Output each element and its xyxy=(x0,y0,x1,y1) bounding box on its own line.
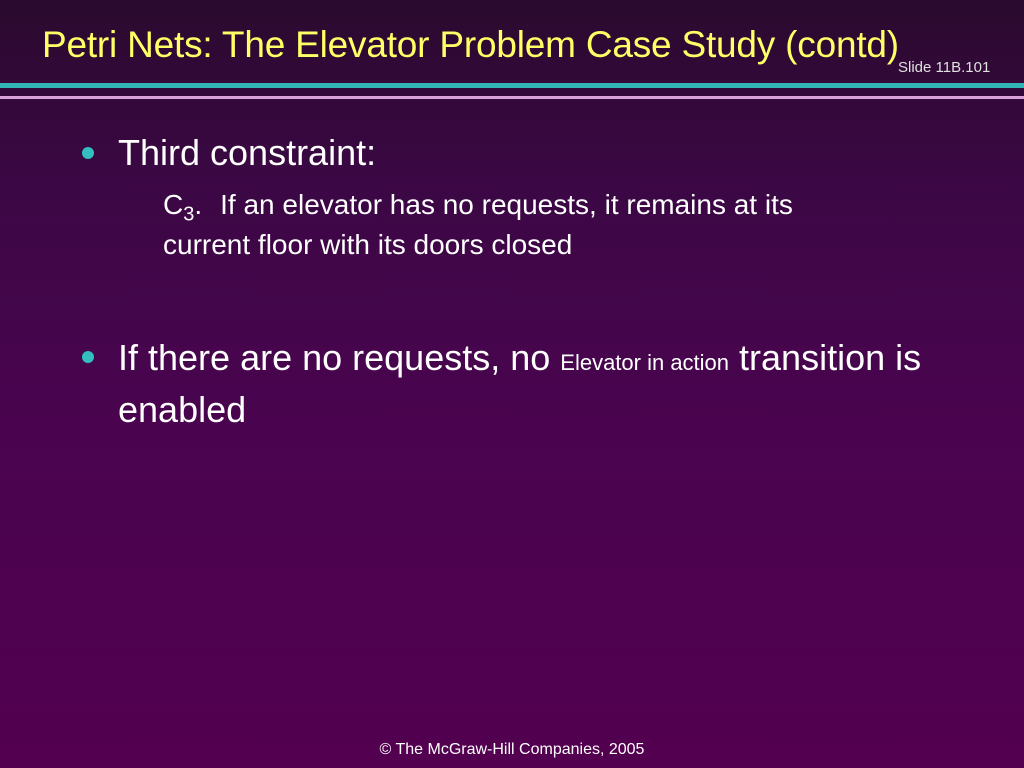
bullet2-text-before: If there are no requests, no xyxy=(118,337,561,378)
title-divider-teal xyxy=(0,83,1024,88)
title-divider-pink xyxy=(0,96,1024,99)
transition-name: Elevator in action xyxy=(560,350,730,375)
constraint-c3 xyxy=(163,185,963,265)
slide-number: Slide 11B.101 xyxy=(898,59,991,76)
bullet-text-third-constraint: Third constraint: xyxy=(118,132,377,173)
constraint-label: C xyxy=(163,189,184,220)
bullet2-text-after: transition is enabled xyxy=(118,337,922,430)
constraint-index: 3 xyxy=(183,203,195,226)
bullet-text-no-requests xyxy=(118,334,1008,433)
constraint-text-line2: current floor with its doors closed xyxy=(163,229,573,260)
bullet-icon xyxy=(82,351,94,363)
footer-copyright: © The McGraw-Hill Companies, 2005 xyxy=(379,741,645,758)
constraint-separator: . xyxy=(194,189,203,220)
constraint-text-line1: If an elevator has no requests, it remains at its xyxy=(220,189,793,220)
bullet-icon xyxy=(82,147,94,159)
slide-title: Petri Nets: The Elevator Problem Case Study (contd) xyxy=(42,24,899,65)
